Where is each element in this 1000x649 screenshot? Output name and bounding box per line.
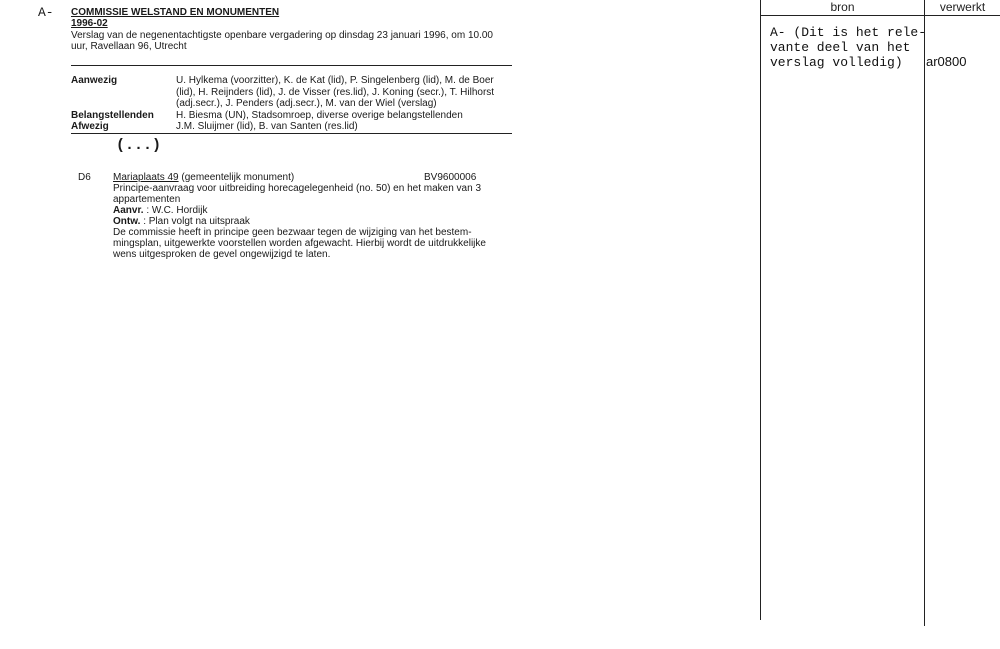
item-desc-line1: Principe-aanvraag voor uitbreiding horecagelegenheid (no. 50) en het maken van 3 (113, 183, 482, 194)
absent-label: Afwezig (71, 121, 109, 132)
processed-column-header: verwerkt (939, 0, 986, 14)
header-divider (71, 65, 512, 66)
source-column-header: bron (830, 0, 855, 14)
decision-line-3: wens uitgesproken de gevel ongewijzigd te laten. (113, 249, 331, 260)
attendance-divider (71, 133, 512, 134)
source-note-line-3: verslag volledig) (770, 55, 903, 70)
ellipsis-mark: (...) (116, 137, 162, 154)
document-number: 1996-02 (71, 18, 108, 29)
item-heading (113, 172, 294, 184)
document-subtitle-line1: Verslag van de negenentachtigste openbare vergadering op dinsdag 23 januari 1996, om 10.00 (71, 30, 493, 41)
item-address: Mariaplaats 49 (113, 172, 179, 183)
table-header-divider (760, 15, 1000, 16)
stakeholders-value: H. Biesma (UN), Stadsomroep, diverse overige belangstellenden (176, 110, 463, 121)
document-subtitle-line2: uur, Ravellaan 96, Utrecht (71, 41, 187, 52)
applicant-label: Aanvr. (113, 205, 144, 216)
source-note-line-1: A- (Dit is het rele- (770, 25, 927, 40)
present-label: Aanwezig (71, 75, 118, 86)
absent-value: J.M. Sluijmer (lid), B. van Santen (res.lid) (176, 121, 358, 132)
item-applicant (113, 205, 207, 217)
item-desc-line2: appartementen (113, 194, 181, 205)
item-reference: BV9600006 (424, 172, 477, 183)
processed-code: ar0800 (926, 54, 967, 69)
designer-label: Ontw. (113, 216, 141, 227)
present-line-1: U. Hylkema (voorzitter), K. de Kat (lid), P. Singelenberg (lid), M. de Boer (176, 75, 494, 86)
present-line-3: (adj.secr.), J. Penders (adj.secr.), M. van der Wiel (verslag) (176, 98, 437, 109)
document-title: COMMISSIE WELSTAND EN MONUMENTEN (71, 7, 280, 18)
margin-mark: A- (38, 5, 54, 20)
source-note-line-2: vante deel van het (770, 40, 911, 55)
present-line-2: (lid), H. Reijnders (lid), J. de Visser (res.lid), J. Koning (secr.), T. Hilhorst (176, 87, 495, 98)
stakeholders-label: Belangstellenden (71, 110, 154, 121)
item-designer (113, 216, 250, 228)
designer-value: : Plan volgt na uitspraak (143, 216, 250, 227)
item-code: D6 (78, 172, 91, 183)
table-left-border (760, 0, 761, 620)
item-address-note: (gemeentelijk monument) (181, 172, 295, 183)
applicant-value: : W.C. Hordijk (146, 205, 208, 216)
decision-line-2: mingsplan, uitgewerkte voorstellen worden afgewacht. Hierbij wordt de uitdrukkelijke (113, 238, 486, 249)
decision-line-1: De commissie heeft in principe geen bezwaar tegen de wijziging van het bestem- (113, 227, 472, 238)
table-column-divider (924, 0, 925, 626)
